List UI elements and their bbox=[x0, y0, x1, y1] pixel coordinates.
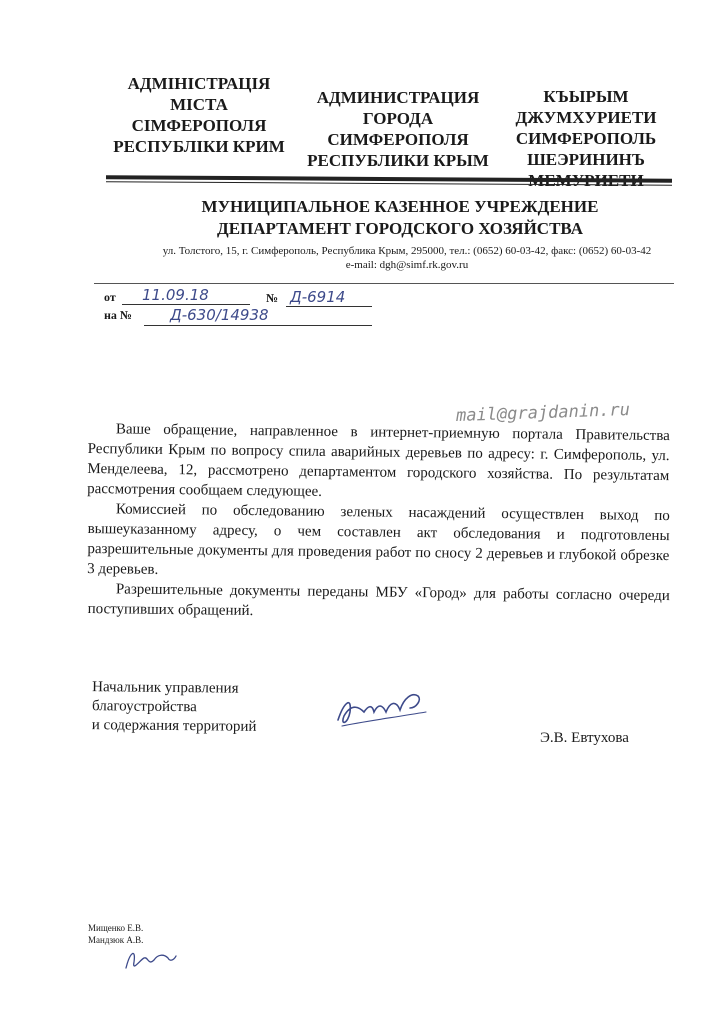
from-underline bbox=[122, 304, 250, 305]
ref-underline bbox=[144, 325, 372, 326]
number-handwritten: Д-6914 bbox=[290, 288, 346, 306]
body-paragraph-3 bbox=[88, 579, 670, 626]
from-label: от bbox=[104, 290, 116, 304]
header-russian bbox=[300, 87, 496, 171]
body-paragraph-1 bbox=[87, 419, 670, 506]
header-ukrainian-line: СІМФЕРОПОЛЯ bbox=[131, 116, 267, 135]
number-underline bbox=[286, 306, 372, 307]
header-tatar-line: ДЖУМХУРИЕТИ bbox=[515, 108, 657, 127]
header-ukrainian-line: РЕСПУБЛІКИ КРИМ bbox=[113, 137, 285, 156]
handwritten-signature bbox=[330, 682, 440, 732]
header-ukrainian-line: МІСТА bbox=[170, 95, 228, 114]
from-date-handwritten: 11.09.18 bbox=[142, 286, 209, 304]
number-label: № bbox=[266, 291, 279, 305]
signatory-name: Э.В. Евтухова bbox=[540, 730, 629, 746]
executor-name-2: Мандзюк А.В. bbox=[88, 935, 144, 945]
paragraph-text: Комиссией по обследованию зеленых насаждений осуществлен выход по вышеуказанному адресу, о чем составлен акт обследования и подготовлены разрешительные документы для проведения работ по сносу 2 деревьев и глубокой обрезке 3 деревьев. bbox=[87, 501, 670, 578]
header-tatar-line: КЪЫРЫМ bbox=[543, 87, 629, 106]
header-ukrainian-line: АДМІНІСТРАЦІЯ bbox=[127, 74, 271, 93]
position-line: благоустройства bbox=[91, 698, 197, 716]
email-stamp: mail@grajdanin.ru bbox=[455, 399, 631, 427]
header-tatar-line: ШЕЭРИНИНЪ bbox=[527, 150, 645, 169]
header-russian-line: ГОРОДА bbox=[362, 109, 434, 128]
executor-initials-signature bbox=[120, 940, 180, 976]
header-russian-line: АДМИНИСТРАЦИЯ bbox=[316, 88, 480, 107]
paragraph-text: Разрешительные документы переданы МБУ «Город» для работы согласно очереди поступивших обращений. bbox=[87, 581, 670, 620]
department-address: ул. Толстого, 15, г. Симферополь, Республика Крым, 295000, тел.: (0652) 60-03-42, факс: (0652) 60-03-42 bbox=[162, 245, 652, 257]
header-russian-line: СИМФЕРОПОЛЯ bbox=[327, 130, 469, 149]
department-title-line2: ДЕПАРТАМЕНТ ГОРОДСКОГО ХОЗЯЙСТВА bbox=[217, 219, 583, 238]
header-ukrainian bbox=[108, 73, 290, 157]
department-email: e-mail: dgh@simf.rk.gov.ru bbox=[345, 259, 469, 271]
signatory-position bbox=[92, 678, 257, 737]
position-line: Начальник управления bbox=[92, 679, 239, 697]
position-line: и содержания территорий bbox=[91, 717, 257, 735]
header-tatar-line: СИМФЕРОПОЛЬ bbox=[515, 129, 657, 148]
executor-name-1: Мищенко Е.В. bbox=[88, 923, 144, 933]
paragraph-text: Ваше обращение, направленное в интернет-приемную портала Правительства Республики Крым по вопросу спила аварийных деревьев по адресу: г. Симферополь, ул. Менделеева, 12, рассмотрено департаментом городского хозяйства. По результатам рассмотрения сообщаем следующее. bbox=[87, 421, 670, 500]
ref-label: на № bbox=[104, 308, 132, 322]
header-crimean-tatar bbox=[508, 86, 664, 191]
registration-divider bbox=[94, 283, 674, 284]
header-russian-line: РЕСПУБЛИКИ КРЫМ bbox=[307, 151, 489, 170]
body-paragraph-2 bbox=[87, 499, 670, 586]
ref-number-handwritten: Д-630/14938 bbox=[170, 306, 269, 324]
department-title-line1: МУНИЦИПАЛЬНОЕ КАЗЕННОЕ УЧРЕЖДЕНИЕ bbox=[201, 197, 599, 216]
